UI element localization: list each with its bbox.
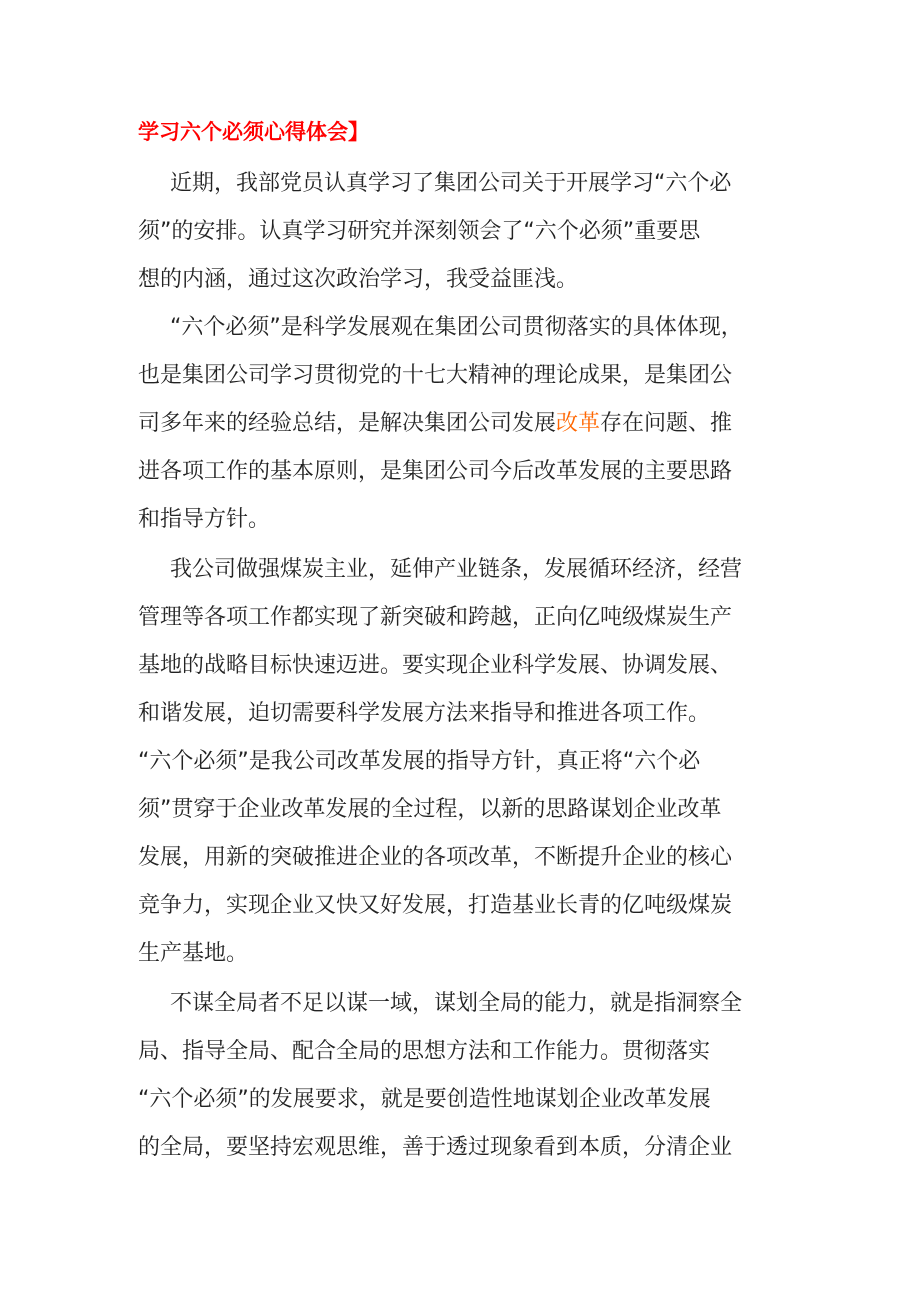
paragraph-line: 基地的战略目标快速迈进。要实现企业科学发展、协调发展、	[138, 653, 733, 678]
paragraph-line: 进各项工作的基本原则，是集团公司今后改革发展的主要思路	[138, 459, 733, 484]
paragraph-line: 竞争力，实现企业又快又好发展，打造基业长青的亿吨级煤炭	[138, 893, 733, 918]
paragraph-line: 我公司做强煤炭主业，延伸产业链条，发展循环经济，经营	[170, 557, 743, 582]
paragraph-line: 局、指导全局、配合全局的思想方法和工作能力。贯彻落实	[138, 1039, 711, 1064]
reform-link[interactable]: 改革	[556, 411, 601, 436]
paragraph-line: 生产基地。	[138, 941, 249, 966]
paragraph-4	[138, 980, 788, 1172]
paragraph-1	[138, 160, 788, 304]
text-after-link: 存在问题、推	[600, 411, 733, 436]
paragraph-line: 发展，用新的突破推进企业的各项改革，不断提升企业的核心	[138, 845, 733, 870]
paragraph-line: 的全局，要坚持宏观思维，善于透过现象看到本质，分清企业	[138, 1135, 733, 1160]
paragraph-line: 不谋全局者不足以谋一域，谋划全局的能力，就是指洞察全	[170, 991, 743, 1016]
paragraph-line: 近期，我部党员认真学习了集团公司关于开展学习“六个必	[170, 171, 732, 196]
paragraph-line: 想的内涵，通过这次政治学习，我受益匪浅。	[138, 267, 579, 292]
paragraph-line: “六个必须”是科学发展观在集团公司贯彻落实的具体体现，	[170, 315, 743, 340]
paragraph-line: 管理等各项工作都实现了新突破和跨越，正向亿吨级煤炭生产	[138, 605, 733, 630]
paragraph-line: “六个必须”的发展要求，就是要创造性地谋划企业改革发展	[138, 1087, 711, 1112]
paragraph-line: 须”的安排。认真学习研究并深刻领会了“六个必须”重要思	[138, 219, 701, 244]
paragraph-line: “六个必须”是我公司改革发展的指导方针，真正将“六个必	[138, 749, 701, 774]
paragraph-line-with-link	[138, 400, 788, 448]
document-title: 学习六个必须心得体会】	[138, 120, 369, 144]
paragraph-line: 须”贯穿于企业改革发展的全过程，以新的思路谋划企业改革	[138, 797, 722, 822]
text-before-link: 司多年来的经验总结，是解决集团公司发展	[138, 411, 557, 436]
paragraph-2	[138, 304, 788, 544]
paragraph-line: 也是集团公司学习贯彻党的十七大精神的理论成果，是集团公	[138, 363, 733, 388]
paragraph-3	[138, 546, 788, 978]
paragraph-line: 和谐发展，迫切需要科学发展方法来指导和推进各项工作。	[138, 701, 711, 726]
paragraph-line: 和指导方针。	[138, 507, 271, 532]
